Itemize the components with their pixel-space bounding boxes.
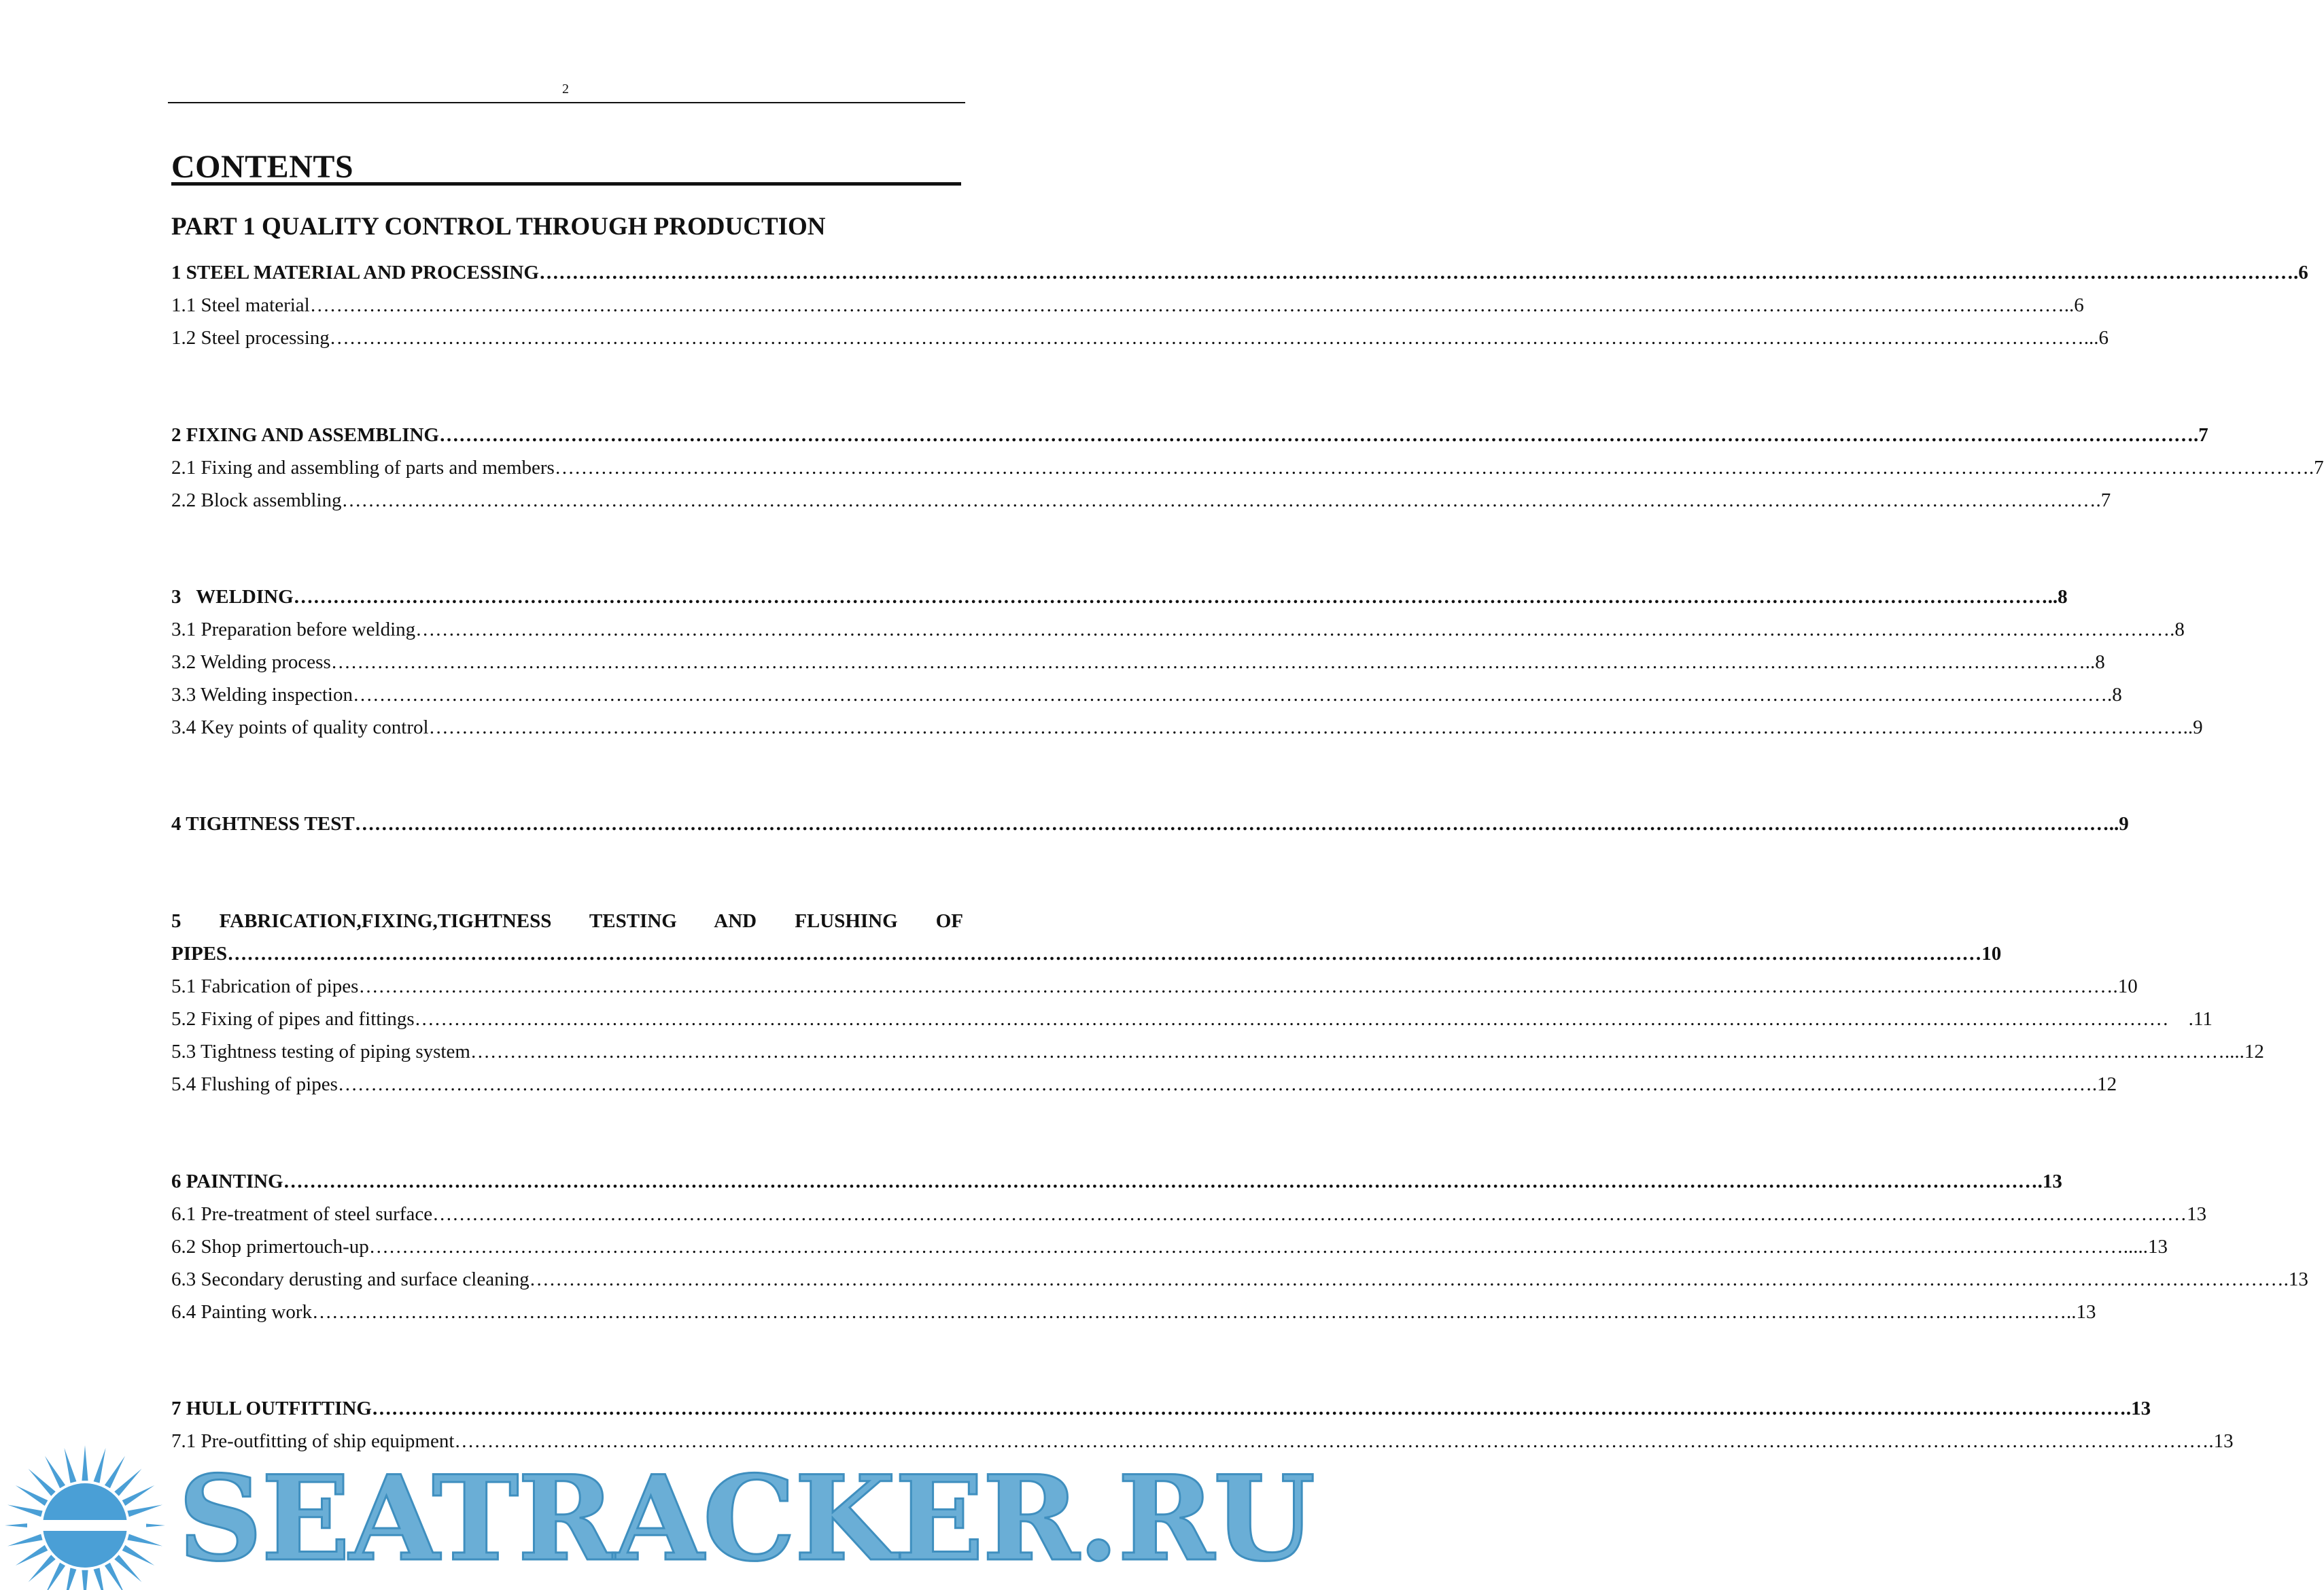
watermark-text: SEATRACKER.RU [178, 1449, 1314, 1587]
sun-ray [114, 1555, 141, 1582]
toc-entry-6-3[interactable] [171, 1268, 2308, 1296]
toc-entry-7[interactable] [171, 1398, 2151, 1425]
toc-page: ..6 [2064, 294, 2084, 316]
toc-entry-6-2[interactable] [171, 1236, 2168, 1263]
toc-leader [353, 684, 2107, 706]
toc-entry-3-1[interactable] [171, 619, 2185, 646]
toc-label: 5.4 Flushing of pipes [171, 1073, 338, 1095]
toc-leader [358, 975, 2113, 998]
toc-label: 3.2 Welding process [171, 651, 331, 673]
toc-page: .10 [2113, 975, 2138, 997]
header-rule [168, 102, 965, 103]
toc-page: ..8 [2085, 651, 2105, 673]
toc-label: 4 TIGHTNESS TEST [171, 813, 355, 835]
toc-page: .....13 [2123, 1236, 2168, 1258]
toc-label: 3.1 Preparation before welding [171, 619, 416, 640]
sun-ray [82, 1445, 88, 1481]
toc-entry-5-2[interactable] [171, 1008, 2213, 1035]
sun-ray [105, 1456, 125, 1489]
toc-label: 2.2 Block assembling [171, 489, 342, 511]
toc-entry-5-4[interactable] [171, 1073, 2117, 1101]
toc-label: 6.3 Secondary derusting and surface cleaning [171, 1268, 530, 1290]
toc-page: 13 [2187, 1203, 2207, 1225]
sun-ray [105, 1563, 125, 1590]
sun-ray [7, 1534, 43, 1546]
toc-entry-1-2[interactable] [171, 327, 2109, 354]
toc-page: .13 [2283, 1268, 2308, 1290]
sun-ray [94, 1448, 106, 1483]
toc-leader [331, 651, 2085, 674]
toc-label: 1 STEEL MATERIAL AND PROCESSING [171, 262, 539, 283]
sun-ray [114, 1469, 141, 1496]
toc-leader [530, 1268, 2284, 1291]
toc-page: .13 [2126, 1398, 2151, 1419]
toc-page: ..9 [2183, 716, 2203, 738]
sun-ray [82, 1570, 88, 1590]
toc-entry-1[interactable] [171, 262, 2308, 289]
toc-page: ....12 [2224, 1041, 2264, 1062]
sun-ray [127, 1534, 162, 1546]
toc-page: 10 [1981, 943, 2002, 965]
toc-label: 6.2 Shop primertouch-up [171, 1236, 369, 1258]
toc-page: .11 [2168, 1008, 2213, 1030]
toc-entry-5-1[interactable] [171, 975, 2138, 1003]
toc-label: 3.3 Welding inspection [171, 684, 353, 706]
toc-entry-4[interactable] [171, 813, 2129, 840]
toc-label: 1.2 Steel processing [171, 327, 330, 349]
toc-leader [415, 1008, 2169, 1031]
toc-page: .7 [2096, 489, 2111, 511]
toc-leader [355, 813, 2109, 835]
toc-label: 3.4 Key points of quality control [171, 716, 429, 738]
toc-page: .8 [2170, 619, 2185, 640]
toc-label: 3 WELDING [171, 586, 294, 608]
toc-entry-2-2[interactable] [171, 489, 2111, 517]
sun-ray [29, 1555, 56, 1582]
toc-leader [369, 1236, 2123, 1258]
toc-page: .6 [2293, 262, 2308, 283]
toc-leader [312, 1301, 2066, 1324]
toc-entry-6-4[interactable] [171, 1301, 2096, 1328]
toc-entry-5-heading[interactable]: 5 FABRICATION,FIXING,TIGHTNESS TESTING AND FLUSHING OF [171, 910, 963, 932]
part-heading: PART 1 QUALITY CONTROL THROUGH PRODUCTION [171, 213, 826, 241]
sun-ray [16, 1545, 48, 1566]
title-rule [171, 182, 961, 186]
toc-page: ..13 [2066, 1301, 2096, 1323]
toc-label: 5.3 Tightness testing of piping system [171, 1041, 470, 1062]
sun-ray [122, 1485, 155, 1506]
toc-leader [432, 1203, 2187, 1226]
sun-ray [45, 1456, 65, 1489]
toc-page: .7 [2308, 457, 2324, 479]
toc-page: .7 [2193, 424, 2208, 446]
toc-leader [283, 1171, 2038, 1193]
sun-ray [122, 1545, 155, 1566]
toc-leader [338, 1073, 2092, 1096]
toc-label: 1.1 Steel material [171, 294, 310, 316]
contents-title: CONTENTS [171, 149, 354, 185]
toc-entry-1-1[interactable] [171, 294, 2084, 322]
toc-leader [330, 327, 2084, 349]
toc-entry-2-1[interactable] [171, 457, 2324, 484]
sun-ray [7, 1505, 43, 1517]
toc-leader [372, 1398, 2126, 1420]
toc-leader [227, 943, 1981, 965]
sun-ray [94, 1568, 106, 1590]
toc-entry-3-2[interactable] [171, 651, 2105, 678]
toc-leader [470, 1041, 2225, 1063]
toc-leader [555, 457, 2309, 479]
sun-ray [65, 1568, 77, 1590]
toc-entry-3-3[interactable] [171, 684, 2122, 711]
toc-label: 6.1 Pre-treatment of steel surface [171, 1203, 433, 1225]
toc-leader [429, 716, 2183, 739]
toc-entry-6[interactable] [171, 1171, 2062, 1198]
toc-label: 2.1 Fixing and assembling of parts and members [171, 457, 555, 479]
toc-leader [294, 586, 2048, 608]
toc-label: 5.2 Fixing of pipes and fittings [171, 1008, 415, 1030]
toc-leader [439, 424, 2193, 447]
sun-ray [45, 1563, 65, 1590]
toc-label: 5.1 Fabrication of pipes [171, 975, 359, 997]
toc-leader [415, 619, 2170, 641]
sun-ray [65, 1448, 77, 1483]
toc-page: .13 [2037, 1171, 2062, 1192]
toc-label: 6 PAINTING [171, 1171, 283, 1192]
sun-ray [29, 1469, 56, 1496]
toc-entry-3-4[interactable] [171, 716, 2203, 744]
toc-label: 6.4 Painting work [171, 1301, 313, 1323]
toc-entry-5[interactable] [171, 943, 2002, 970]
toc-label: 2 FIXING AND ASSEMBLING [171, 424, 439, 446]
toc-page: .12 [2092, 1073, 2117, 1095]
toc-entry-5-3[interactable] [171, 1041, 2264, 1068]
toc-page: .8 [2106, 684, 2122, 706]
toc-entry-3[interactable] [171, 586, 2068, 613]
toc-label: 7 HULL OUTFITTING [171, 1398, 372, 1419]
page-number: 2 [562, 82, 569, 97]
toc-entry-2[interactable] [171, 424, 2208, 451]
toc-leader [539, 262, 2293, 284]
sun-ray [127, 1505, 162, 1517]
toc-page: ..9 [2109, 813, 2129, 835]
toc-label: PIPES [171, 943, 228, 965]
toc-leader [342, 489, 2096, 512]
toc-page: .13 [2208, 1430, 2234, 1452]
toc-entry-6-1[interactable] [171, 1203, 2207, 1230]
toc-label: 7.1 Pre-outfitting of ship equipment [171, 1430, 455, 1452]
sun-ray [16, 1485, 48, 1506]
toc-page: ...6 [2083, 327, 2109, 349]
toc-leader [310, 294, 2064, 317]
toc-page: ..8 [2047, 586, 2068, 608]
